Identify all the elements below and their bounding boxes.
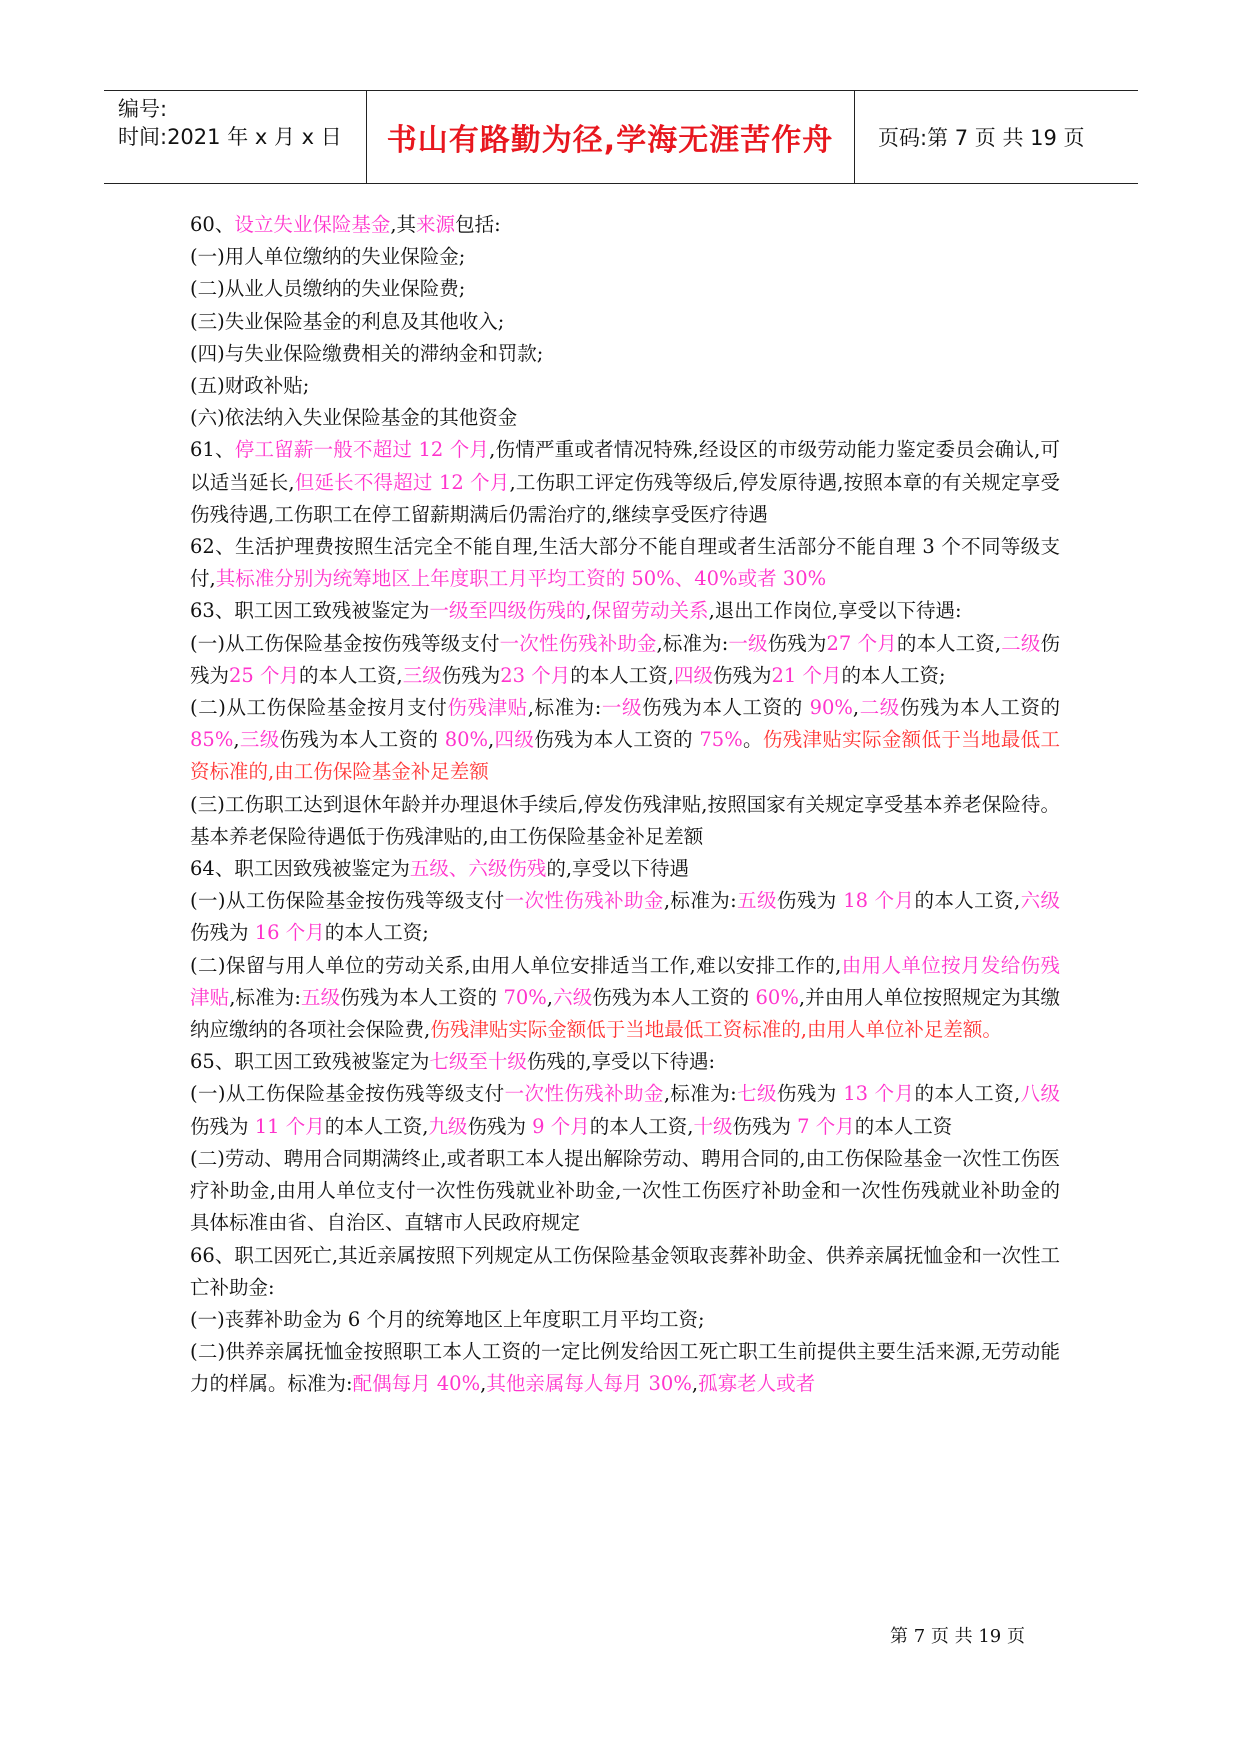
body-paragraph bbox=[190, 692, 1060, 789]
body-text: 伤残为 bbox=[713, 663, 772, 687]
body-text: ,并由用人单位按照规定为其缴纳应缴纳的各项社会保险费, bbox=[190, 985, 1060, 1042]
highlighted-text: 90% bbox=[809, 696, 853, 720]
body-text: , bbox=[233, 728, 240, 752]
highlighted-text: 其他亲属每人每月 30% bbox=[486, 1372, 692, 1396]
body-paragraph bbox=[190, 1336, 1060, 1400]
highlighted-text: 五级、六级伤残 bbox=[409, 857, 547, 881]
body-text: 的本人工资, bbox=[570, 663, 674, 687]
body-text: 的本人工资, bbox=[914, 1082, 1021, 1106]
highlighted-text: 一次性伤残补助金 bbox=[499, 631, 657, 655]
highlighted-text: 70% bbox=[503, 985, 547, 1009]
body-paragraph bbox=[190, 273, 1060, 305]
body-paragraph bbox=[190, 789, 1060, 853]
body-text: 的本人工资, bbox=[324, 1114, 429, 1138]
highlighted-text: 11 个月 bbox=[254, 1114, 325, 1138]
document-body bbox=[190, 209, 1060, 1401]
body-paragraph bbox=[190, 434, 1060, 531]
highlighted-text: 八级 bbox=[1020, 1082, 1060, 1106]
body-text: 的本人工资, bbox=[896, 631, 1002, 655]
body-paragraph bbox=[190, 306, 1060, 338]
highlighted-text: 一级 bbox=[728, 631, 768, 655]
body-text: ,标准为: bbox=[663, 889, 737, 913]
highlighted-text: 十级 bbox=[693, 1114, 733, 1138]
body-text: 的本人工资, bbox=[299, 663, 403, 687]
body-text: 65、职工因工致残被鉴定为 bbox=[190, 1050, 430, 1074]
highlighted-text: 配偶每月 40% bbox=[352, 1372, 481, 1396]
body-text: , bbox=[488, 728, 495, 752]
highlighted-text: 三级 bbox=[239, 728, 280, 752]
body-text: 伤残为本人工资的 bbox=[279, 728, 445, 752]
body-text: 66、职工因死亡,其近亲属按照下列规定从工伤保险基金领取丧葬补助金、供养亲属抚恤金和一次性工亡补助金: bbox=[190, 1243, 1060, 1299]
body-text: , bbox=[585, 599, 592, 623]
body-text: (一)从工伤保险基金按伤残等级支付 bbox=[190, 631, 500, 655]
body-text: ,标准为: bbox=[663, 1082, 737, 1106]
body-text: (三)失业保险基金的利息及其他收入; bbox=[190, 309, 505, 333]
body-text: (二)从业人员缴纳的失业保险费; bbox=[190, 277, 466, 301]
highlighted-text: 保留劳动关系 bbox=[591, 599, 709, 623]
body-text: ,伤情严重或者情况特殊,经设区的市级劳动能力鉴定委员会确认,可以适当延长, bbox=[190, 438, 1060, 494]
highlighted-text: 21 个月 bbox=[771, 663, 842, 687]
body-text: 的本人工资, bbox=[914, 889, 1021, 913]
header-motto: 书山有路勤为径,学海无涯苦作舟 bbox=[386, 123, 834, 158]
highlighted-text: 六级 bbox=[1020, 889, 1060, 913]
header-meta bbox=[118, 91, 358, 187]
highlighted-text: 七级至十级 bbox=[429, 1050, 527, 1074]
body-paragraph bbox=[190, 1143, 1060, 1240]
highlighted-text: 九级 bbox=[428, 1114, 468, 1138]
body-text: 的本人工资; bbox=[324, 921, 429, 945]
highlighted-text: 五级 bbox=[300, 985, 341, 1009]
body-paragraph bbox=[190, 1046, 1060, 1078]
highlighted-text: 27 个月 bbox=[826, 631, 897, 655]
highlighted-text: 由用人单位按月发给伤残津贴 bbox=[190, 953, 1060, 1009]
highlighted-text: 来源 bbox=[416, 213, 456, 236]
body-paragraph bbox=[190, 209, 1060, 241]
body-paragraph bbox=[190, 595, 1060, 627]
highlighted-text: 设立失业保险基金 bbox=[234, 213, 391, 236]
body-paragraph bbox=[190, 853, 1060, 885]
highlighted-text: 18 个月 bbox=[843, 889, 915, 913]
highlighted-text: 85% bbox=[190, 728, 234, 752]
header-divider bbox=[854, 91, 855, 183]
body-paragraph bbox=[190, 241, 1060, 273]
highlighted-text: 孤寡老人或者 bbox=[698, 1372, 816, 1396]
body-text: 的本人工资, bbox=[589, 1114, 694, 1138]
body-text: (三)工伤职工达到退休年龄并办理退休手续后,停发伤残津贴,按照国家有关规定享受基本养老保险待。基本养老保险待遇低于伤残津贴的,由工伤保险基金补足差额 bbox=[190, 792, 1060, 848]
page-footer: 第 7 页 共 19 页 bbox=[890, 1626, 1025, 1647]
body-text: ,标准为: bbox=[229, 985, 301, 1009]
body-text: 的本人工资 bbox=[854, 1114, 953, 1138]
highlighted-text: 四级 bbox=[494, 728, 535, 752]
highlighted-text: 停工留薪一般不超过 12 个月 bbox=[234, 438, 490, 462]
body-text: (一)丧葬补助金为 6 个月的统筹地区上年度职工月平均工资; bbox=[190, 1307, 705, 1331]
highlighted-text: 60% bbox=[755, 985, 799, 1009]
body-text: (一)从工伤保险基金按伤残等级支付 bbox=[190, 1082, 505, 1106]
body-text: 伤残为 bbox=[190, 1114, 255, 1138]
highlighted-text: 四级 bbox=[673, 663, 713, 687]
highlighted-text: 七级 bbox=[736, 1082, 777, 1106]
highlighted-text: 16 个月 bbox=[254, 921, 325, 945]
highlighted-text: 伤残津贴实际金额低于当地最低工资标准的,由用人单位补足差额。 bbox=[430, 1018, 1002, 1042]
body-text: , bbox=[546, 985, 553, 1009]
highlighted-text: 25 个月 bbox=[229, 663, 300, 687]
body-text: 伤残为本人工资的 bbox=[534, 728, 700, 752]
body-text: (一)从工伤保险基金按伤残等级支付 bbox=[190, 889, 505, 913]
header-page-label: 页码:第 7 页 共 19 页 bbox=[878, 126, 1085, 150]
body-paragraph bbox=[190, 628, 1060, 692]
body-text: 64、职工因致残被鉴定为 bbox=[190, 857, 410, 881]
body-text: 62、生活护理费按照生活完全不能自理,生活大部分不能自理或者生活部分不能自理 3 个不同等级支付, bbox=[190, 535, 1060, 591]
body-text: 伤残为本人工资的 bbox=[642, 696, 810, 720]
body-text: 的,享受以下待遇 bbox=[546, 857, 690, 881]
body-text: 伤残为 bbox=[190, 921, 255, 945]
highlighted-text: 五级 bbox=[736, 889, 777, 913]
body-text: (二)保留与用人单位的劳动关系,由用人单位安排适当工作,难以安排工作的, bbox=[190, 953, 842, 977]
highlighted-text: 伤残津贴 bbox=[447, 696, 528, 720]
body-text: 60、 bbox=[190, 213, 235, 236]
body-text: (二)从工伤保险基金按月支付 bbox=[190, 696, 448, 720]
page-header bbox=[104, 90, 1138, 184]
body-text: 伤残为本人工资的 bbox=[899, 696, 1060, 720]
highlighted-text: 一级 bbox=[601, 696, 643, 720]
body-text: ,标准为: bbox=[527, 696, 602, 720]
highlighted-text: 80% bbox=[444, 728, 489, 752]
body-text: 的本人工资; bbox=[841, 663, 946, 687]
body-text: 。 bbox=[742, 728, 763, 752]
body-paragraph bbox=[190, 370, 1060, 402]
body-text: 伤残为本人工资的 bbox=[592, 985, 756, 1009]
body-text: 伤残为 bbox=[441, 663, 501, 687]
highlighted-text: 伤残津贴实际金额低于当地最低工资标准的,由工伤保险基金补足差额 bbox=[190, 728, 1060, 784]
highlighted-text: 一次性伤残补助金 bbox=[504, 1082, 664, 1106]
body-text: 伤残为 bbox=[776, 889, 844, 913]
body-text: 伤残为 bbox=[190, 631, 1060, 687]
document-number-label: 编号: bbox=[118, 97, 168, 121]
body-paragraph bbox=[190, 885, 1060, 949]
highlighted-text: 7 个月 bbox=[797, 1114, 855, 1138]
highlighted-text: 二级 bbox=[1001, 631, 1041, 655]
body-text: ,退出工作岗位,享受以下待遇: bbox=[708, 599, 962, 623]
body-text: (一)用人单位缴纳的失业保险金; bbox=[190, 245, 466, 269]
body-text: , bbox=[691, 1372, 699, 1396]
body-paragraph bbox=[190, 950, 1060, 1047]
body-text: ,标准为: bbox=[656, 631, 729, 655]
body-text: 包括: bbox=[455, 213, 501, 236]
body-text: 伤残的,享受以下待遇: bbox=[526, 1050, 716, 1074]
highlighted-text: 一级至四级伤残的 bbox=[429, 599, 586, 623]
highlighted-text: 23 个月 bbox=[500, 663, 571, 687]
highlighted-text: 9 个月 bbox=[532, 1114, 590, 1138]
body-text: ,其 bbox=[390, 213, 417, 236]
body-paragraph bbox=[190, 1304, 1060, 1336]
highlighted-text: 三级 bbox=[402, 663, 442, 687]
body-text: (二)劳动、聘用合同期满终止,或者职工本人提出解除劳动、聘用合同的,由工伤保险基金一次性工伤医疗补助金,由用人单位支付一次性伤残就业补助金,一次性工伤医疗补助金和一次性伤残就业补助金的具体标准由省、自治区、直辖市人民政府规定 bbox=[190, 1146, 1060, 1235]
body-text: ,工伤职工评定伤残等级后,停发原待遇,按照本章的有关规定享受伤残待遇,工伤职工在停工留薪期满后仍需治疗的,继续享受医疗待遇 bbox=[190, 470, 1060, 526]
body-text: 伤残为 bbox=[767, 631, 827, 655]
body-text: (四)与失业保险缴费相关的滞纳金和罚款; bbox=[190, 341, 544, 365]
body-text: 63、职工因工致残被鉴定为 bbox=[190, 599, 430, 623]
body-text: 伤残为 bbox=[467, 1114, 533, 1138]
body-paragraph bbox=[190, 1078, 1060, 1142]
body-text: , bbox=[480, 1372, 487, 1396]
body-text: (五)财政补贴; bbox=[190, 374, 310, 398]
body-text: , bbox=[852, 696, 860, 720]
body-text: 伤残为本人工资的 bbox=[340, 985, 504, 1009]
document-time-label: 时间:2021 年 x 月 x 日 bbox=[118, 125, 342, 149]
highlighted-text: 其标准分别为统筹地区上年度职工月平均工资的 50%、40%或者 30% bbox=[215, 567, 827, 591]
body-text: (二)供养亲属抚恤金按照职工本人工资的一定比例发给因工死亡职工生前提供主要生活来源,无劳动能力的样属。标准为: bbox=[190, 1340, 1060, 1396]
highlighted-text: 一次性伤残补助金 bbox=[504, 889, 664, 913]
body-text: 伤残为 bbox=[776, 1082, 844, 1106]
body-paragraph bbox=[190, 338, 1060, 370]
highlighted-text: 六级 bbox=[552, 985, 593, 1009]
highlighted-text: 二级 bbox=[859, 696, 900, 720]
highlighted-text: 75% bbox=[699, 728, 743, 752]
body-text: 61、 bbox=[190, 438, 235, 462]
highlighted-text: 13 个月 bbox=[843, 1082, 915, 1106]
body-text: (六)依法纳入失业保险基金的其他资金 bbox=[190, 406, 518, 430]
body-text: 伤残为 bbox=[732, 1114, 798, 1138]
body-paragraph bbox=[190, 1240, 1060, 1304]
body-paragraph bbox=[190, 402, 1060, 434]
highlighted-text: 但延长不得超过 12 个月 bbox=[294, 470, 510, 494]
body-paragraph bbox=[190, 531, 1060, 595]
